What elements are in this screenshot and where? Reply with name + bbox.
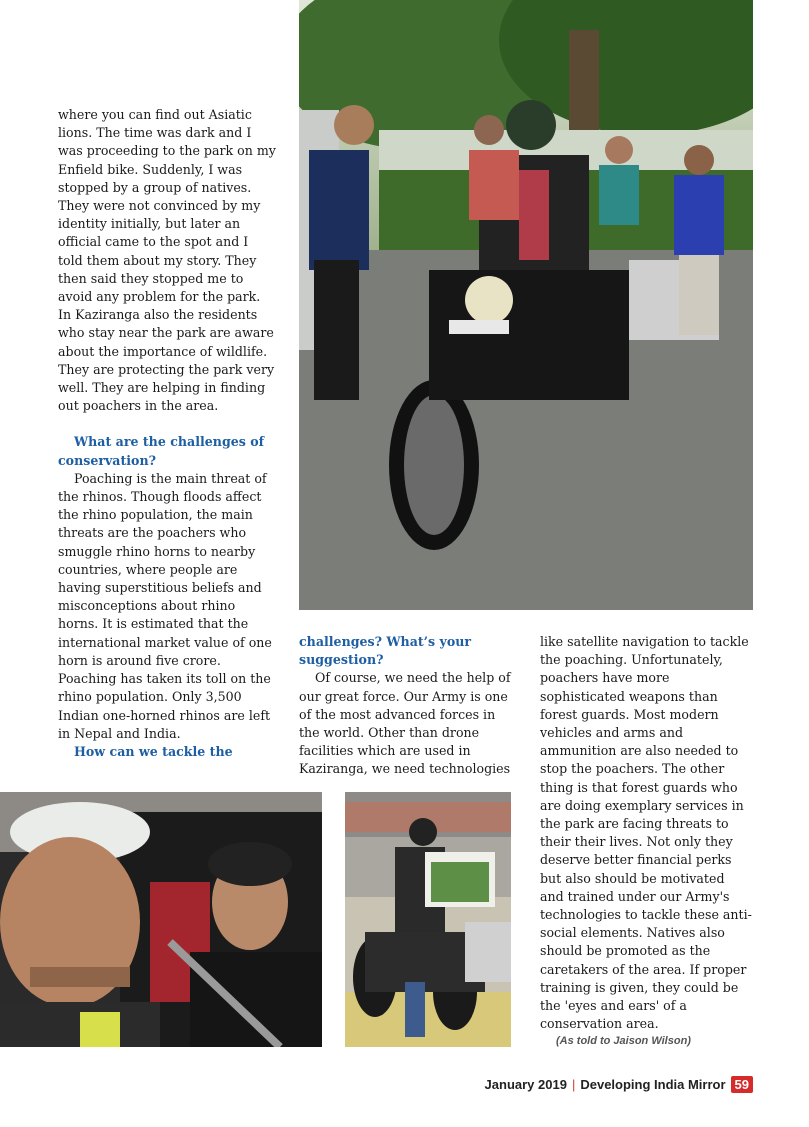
bottom-middle-photo-biker: [345, 792, 511, 1047]
bottom-left-photo-selfie: [0, 792, 322, 1047]
question-tackle-heading-end: challenges? What’s your suggestion?: [299, 634, 472, 668]
column-1: [58, 106, 276, 761]
col1-paragraph-2: Poaching is the main threat of the rhinos. Though floods affect the rhino population, the main threats are the poachers who smuggle rhino horns to nearby countries, where people are having superstitious beliefs and misconceptions about rhino horns. It is estimated that the international market value of one horn is around five crore. Poaching has taken its toll on the rhino population. Only 3,500 Indian one-horned rhinos are left in Nepal and India.: [58, 470, 272, 741]
question-challenges-heading: What are the challenges of conservation?: [58, 434, 265, 468]
motorcycle-greeting-photo-icon: [299, 0, 753, 610]
footer-date: January 2019: [484, 1077, 567, 1092]
question-tackle-heading-start: How can we tackle the: [74, 743, 233, 759]
col3-paragraph: like satellite navigation to tackle the poaching. Unfortunately, poachers have more sophisticated weapons than forest guards. Most modern vehicles and arms and ammunition are also needed to stop the poachers. The other thing is that forest guards who are doing exemplary services in the park are facing threats to their their lives. Not only they deserve better financial perks but also should be motivated and trained under our Army's technologies to tackle these anti-social elements. Natives also should be promoted as the caretakers of the area. If proper training is given, they could be the 'eyes and ears' of a conservation area.: [540, 634, 752, 1032]
col1-paragraph-1: where you can find out Asiatic lions. The time was dark and I was proceeding to the park on my Enfield bike. Suddenly, I was stopped by a group of natives. They were not convinced by my identity initially, but later an official came to the spot and I told them about my story. They then said they stopped me to avoid any problem for the park. In Kaziranga also the residents who stay near the park are aware about the importance of wildlife. They are protecting the park very well. They are helping in finding out poachers in the area.: [58, 107, 276, 414]
footer-separator: |: [571, 1077, 576, 1092]
column-3: [540, 633, 752, 1033]
selfie-photo-icon: [0, 792, 322, 1047]
column-2: [299, 633, 511, 779]
top-photo-motorcycle: [299, 0, 753, 610]
biker-poster-photo-icon: [345, 792, 511, 1047]
author-credit: (As told to Jaison Wilson): [556, 1035, 691, 1047]
footer-publication: Developing India Mirror: [580, 1077, 726, 1092]
page-footer: [485, 1076, 753, 1093]
col2-paragraph: Of course, we need the help of our great force. Our Army is one of the most advanced forces in the world. Other than drone facilities which are used in Kaziranga, we need technologies: [299, 670, 511, 777]
page-number-badge: 59: [731, 1076, 753, 1093]
